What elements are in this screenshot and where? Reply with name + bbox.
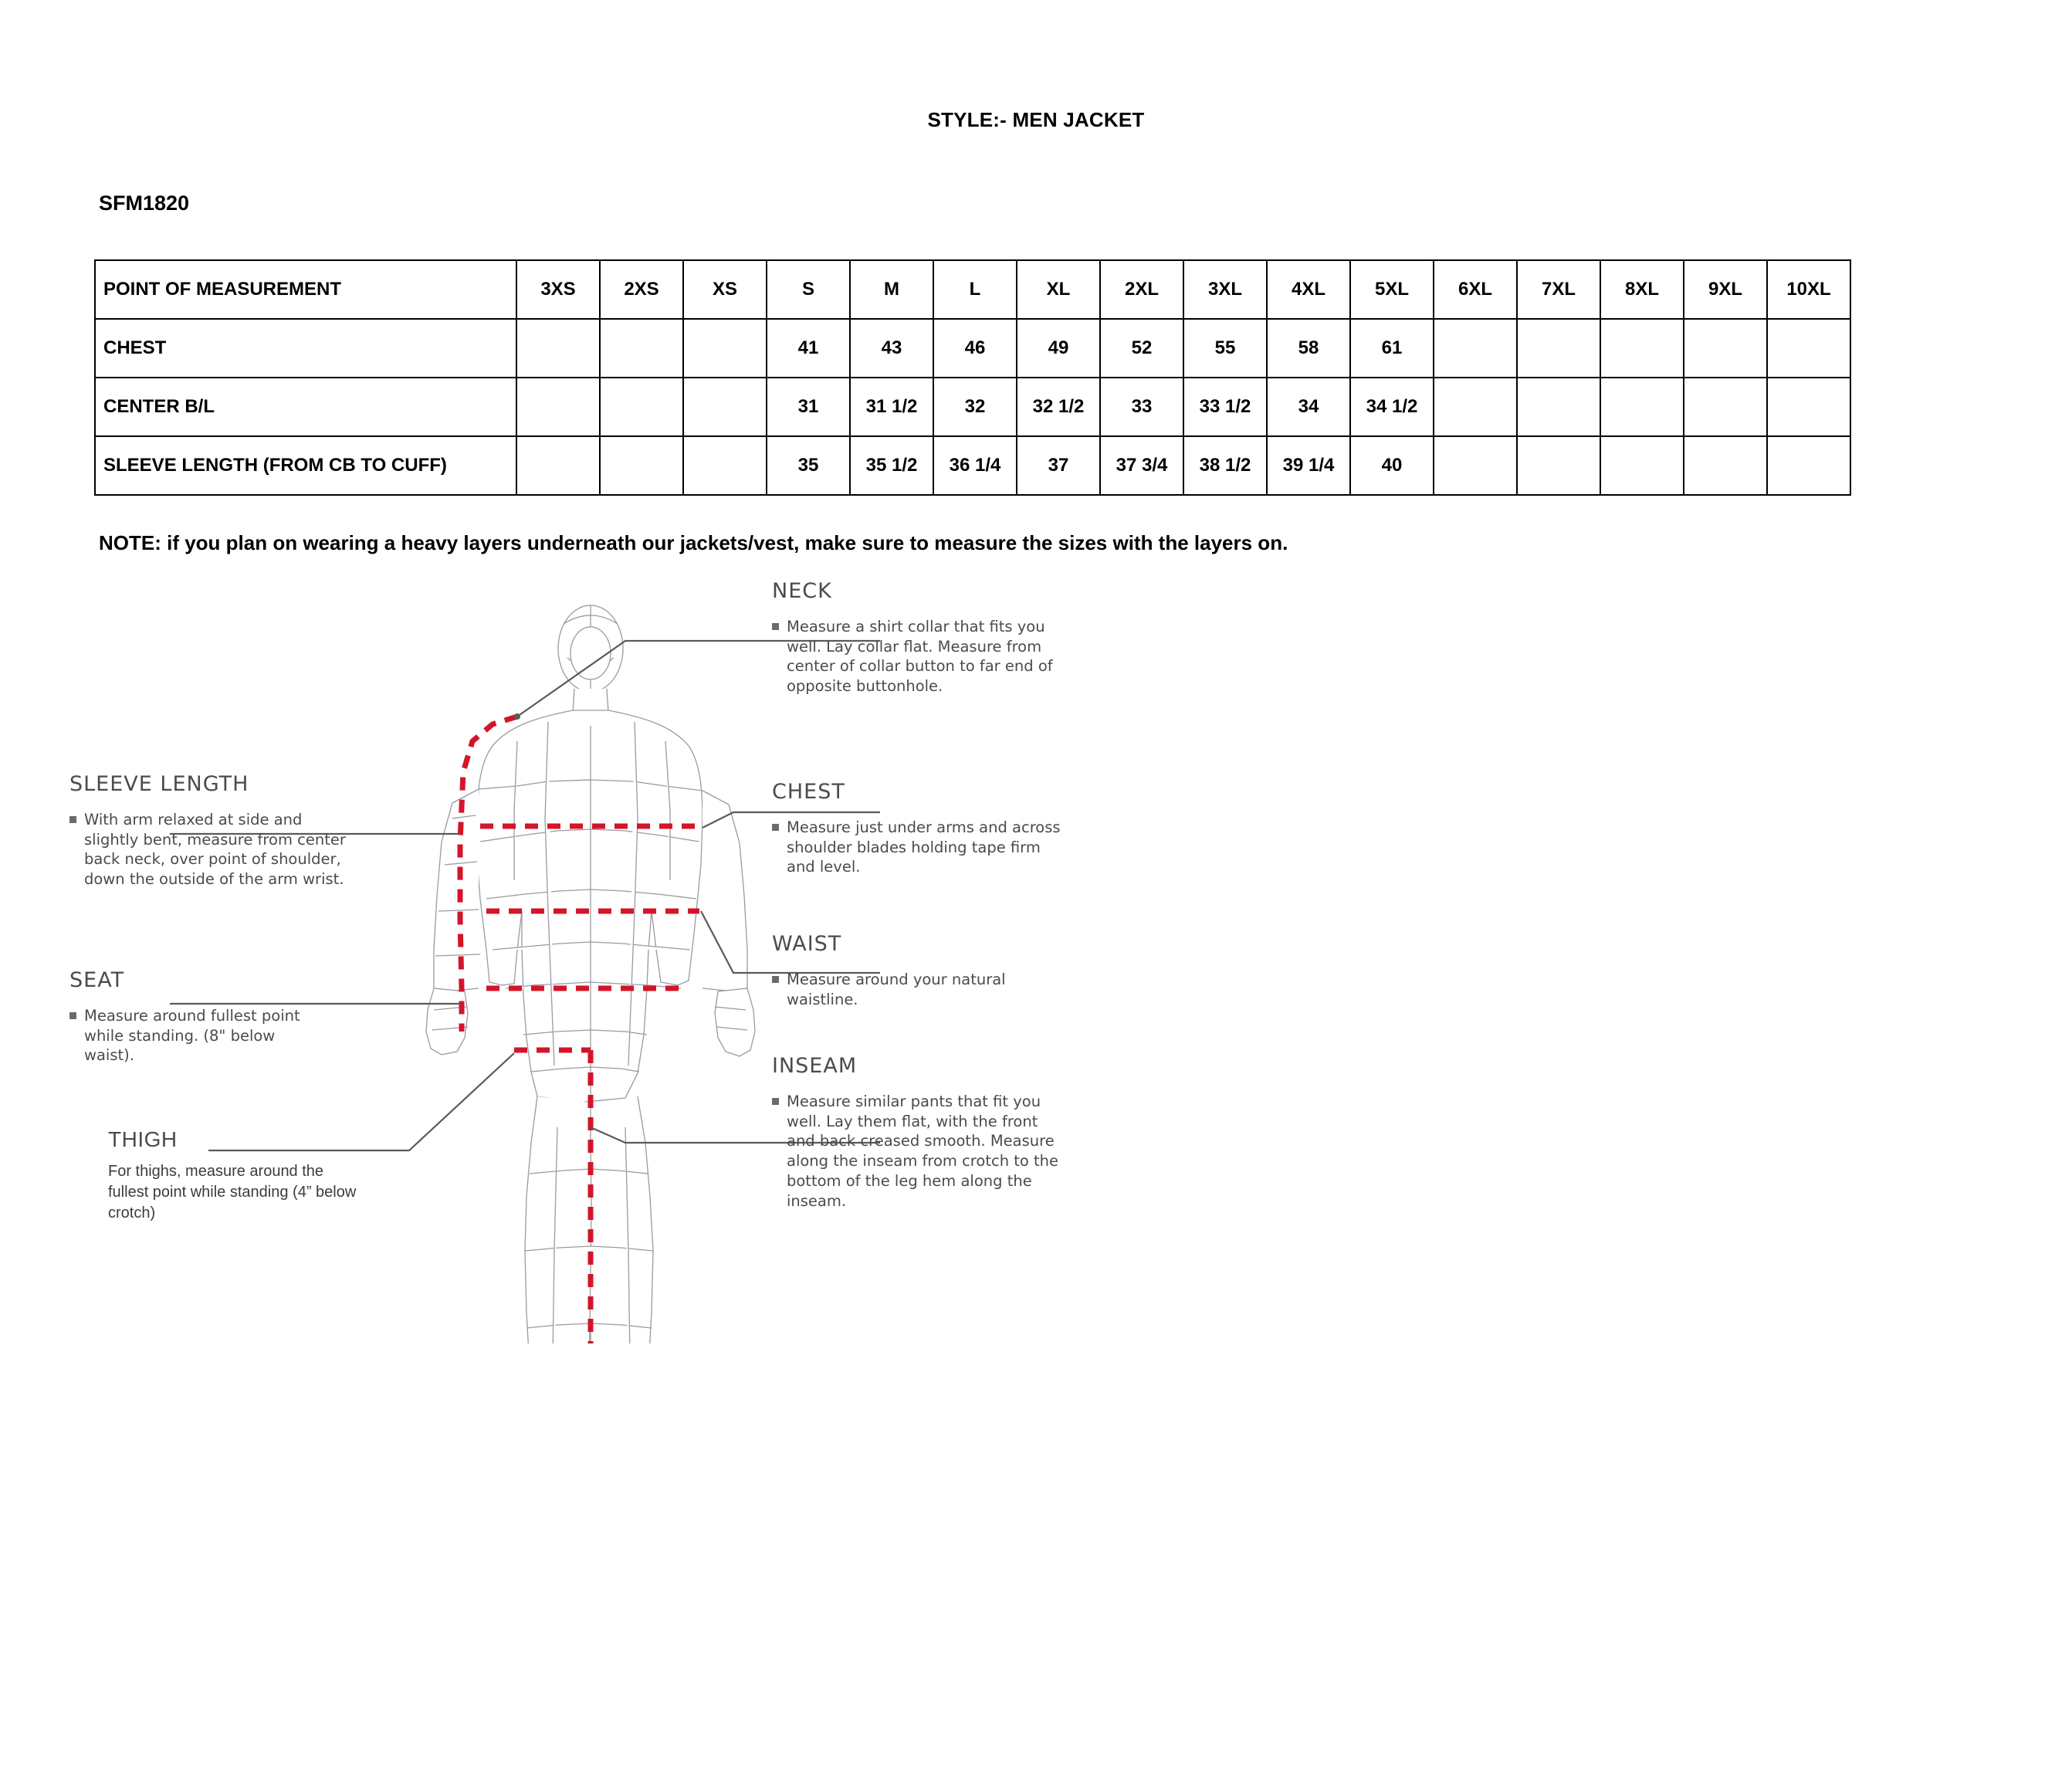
row-label-center-bl: CENTER B/L — [95, 378, 516, 436]
cell-sleeve-m: 35 1/2 — [850, 436, 933, 495]
callout-thigh-heading: THIGH — [108, 1127, 178, 1151]
cell-chest-2xl: 52 — [1100, 319, 1183, 378]
cell-chest-4xl: 58 — [1267, 319, 1350, 378]
callout-chest-heading: CHEST — [772, 780, 845, 804]
size-chart-table — [94, 259, 1851, 496]
column-header-9xl: 9XL — [1684, 260, 1767, 319]
cell-chest-8xl — [1600, 319, 1684, 378]
callout-neck-heading: NECK — [772, 579, 832, 603]
bullet-icon — [772, 824, 779, 831]
callout-thigh — [108, 1127, 417, 1225]
cell-centerbl-6xl — [1434, 378, 1517, 436]
callout-seat-text: Measure around fullest point while standing. (8" below waist). — [84, 1007, 300, 1065]
cell-chest-2xs — [600, 319, 683, 378]
cell-chest-5xl: 61 — [1350, 319, 1434, 378]
cell-chest-s: 41 — [767, 319, 850, 378]
callout-neck-text: Measure a shirt collar that fits you well. Lay collar flat. Measure from center of collar button to far end of opposite buttonhole. — [787, 618, 1053, 696]
cell-sleeve-l: 36 1/4 — [933, 436, 1017, 495]
callout-waist-text: Measure around your natural waistline. — [787, 971, 1006, 1008]
cell-sleeve-3xs — [516, 436, 600, 495]
cell-sleeve-4xl: 39 1/4 — [1267, 436, 1350, 495]
table-row — [95, 319, 1850, 378]
cell-sleeve-2xs — [600, 436, 683, 495]
cell-centerbl-9xl — [1684, 378, 1767, 436]
cell-chest-6xl — [1434, 319, 1517, 378]
column-header-7xl: 7XL — [1517, 260, 1600, 319]
cell-sleeve-3xl: 38 1/2 — [1183, 436, 1267, 495]
callout-sleeve-length-heading: SLEEVE LENGTH — [69, 772, 249, 796]
style-code: SFM1820 — [99, 191, 190, 215]
cell-centerbl-l: 32 — [933, 378, 1017, 436]
table-row — [95, 436, 1850, 495]
cell-chest-l: 46 — [933, 319, 1017, 378]
callout-waist-heading: WAIST — [772, 932, 842, 956]
bullet-icon — [69, 816, 76, 823]
column-header-point-of-measurement: POINT OF MEASUREMENT — [95, 260, 516, 319]
cell-sleeve-10xl — [1767, 436, 1850, 495]
column-header-xs: XS — [683, 260, 767, 319]
bullet-icon — [69, 1012, 76, 1019]
callout-sleeve-length — [69, 772, 378, 889]
cell-chest-9xl — [1684, 319, 1767, 378]
cell-centerbl-3xl: 33 1/2 — [1183, 378, 1267, 436]
column-header-s: S — [767, 260, 850, 319]
cell-centerbl-3xs — [516, 378, 600, 436]
cell-centerbl-xs — [683, 378, 767, 436]
cell-chest-m: 43 — [850, 319, 933, 378]
cell-sleeve-7xl — [1517, 436, 1600, 495]
bullet-icon — [772, 1098, 779, 1105]
column-header-3xs: 3XS — [516, 260, 600, 319]
callout-seat — [69, 968, 378, 1066]
table-header-row — [95, 260, 1850, 319]
column-header-xl: XL — [1017, 260, 1100, 319]
column-header-m: M — [850, 260, 933, 319]
column-header-2xl: 2XL — [1100, 260, 1183, 319]
callout-neck — [772, 579, 1081, 696]
column-header-6xl: 6XL — [1434, 260, 1517, 319]
bullet-icon — [772, 976, 779, 983]
bullet-icon — [772, 623, 779, 630]
cell-chest-10xl — [1767, 319, 1850, 378]
cell-chest-3xl: 55 — [1183, 319, 1267, 378]
column-header-3xl: 3XL — [1183, 260, 1267, 319]
cell-centerbl-xl: 32 1/2 — [1017, 378, 1100, 436]
callout-waist — [772, 932, 1081, 1009]
row-label-chest: CHEST — [95, 319, 516, 378]
column-header-8xl: 8XL — [1600, 260, 1684, 319]
cell-sleeve-xl: 37 — [1017, 436, 1100, 495]
page-title: STYLE:- MEN JACKET — [927, 108, 1145, 131]
cell-centerbl-2xs — [600, 378, 683, 436]
measurement-note: NOTE: if you plan on wearing a heavy layers underneath our jackets/vest, make sure to measure the sizes with the layers on. — [99, 531, 1288, 554]
cell-chest-xl: 49 — [1017, 319, 1100, 378]
measurement-figure — [69, 579, 1061, 1328]
cell-centerbl-5xl: 34 1/2 — [1350, 378, 1434, 436]
callout-seat-heading: SEAT — [69, 968, 125, 992]
cell-chest-7xl — [1517, 319, 1600, 378]
cell-sleeve-s: 35 — [767, 436, 850, 495]
column-header-2xs: 2XS — [600, 260, 683, 319]
cell-sleeve-9xl — [1684, 436, 1767, 495]
table-row — [95, 378, 1850, 436]
cell-chest-3xs — [516, 319, 600, 378]
callout-inseam-text: Measure similar pants that fit you well. Lay them flat, with the front and back creased smooth. Measure along the inseam from crotch to the bottom of the leg hem along the inseam. — [787, 1093, 1059, 1210]
column-header-4xl: 4XL — [1267, 260, 1350, 319]
cell-sleeve-2xl: 37 3/4 — [1100, 436, 1183, 495]
cell-sleeve-5xl: 40 — [1350, 436, 1434, 495]
cell-centerbl-10xl — [1767, 378, 1850, 436]
callout-chest-text: Measure just under arms and across shoulder blades holding tape firm and level. — [787, 818, 1061, 876]
cell-centerbl-s: 31 — [767, 378, 850, 436]
column-header-10xl: 10XL — [1767, 260, 1850, 319]
callout-sleeve-length-text: With arm relaxed at side and slightly bent, measure from center back neck, over point of shoulder, down the outside of the arm wrist. — [84, 811, 346, 889]
callout-inseam — [772, 1054, 1081, 1211]
cell-centerbl-4xl: 34 — [1267, 378, 1350, 436]
column-header-5xl: 5XL — [1350, 260, 1434, 319]
callout-chest — [772, 780, 1081, 877]
cell-centerbl-7xl — [1517, 378, 1600, 436]
cell-centerbl-8xl — [1600, 378, 1684, 436]
cell-chest-xs — [683, 319, 767, 378]
cell-sleeve-xs — [683, 436, 767, 495]
callout-inseam-heading: INSEAM — [772, 1054, 858, 1078]
cell-centerbl-2xl: 33 — [1100, 378, 1183, 436]
cell-centerbl-m: 31 1/2 — [850, 378, 933, 436]
cell-sleeve-8xl — [1600, 436, 1684, 495]
callout-thigh-text: For thighs, measure around the fullest point while standing (4” below crotch) — [108, 1163, 357, 1222]
column-header-l: L — [933, 260, 1017, 319]
cell-sleeve-6xl — [1434, 436, 1517, 495]
row-label-sleeve-length: SLEEVE LENGTH (FROM CB TO CUFF) — [95, 436, 516, 495]
